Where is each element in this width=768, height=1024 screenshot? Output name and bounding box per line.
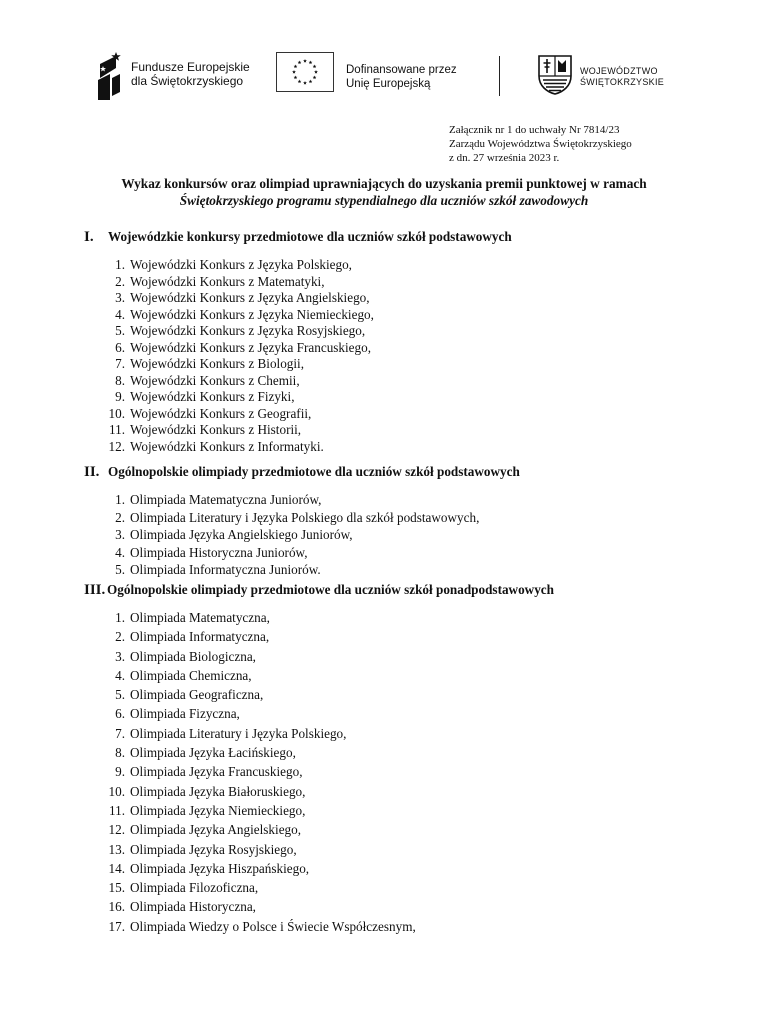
list-item-text: Olimpiada Literatury i Języka Polskiego dla szkół podstawowych, xyxy=(130,509,480,525)
list-item-number: 10. xyxy=(108,405,125,421)
list-item-number: 4. xyxy=(115,667,125,683)
list-item-text: Wojewódzki Konkurs z Fizyki, xyxy=(130,389,295,404)
section-title: Wojewódzkie konkursy przedmiotowe dla uczniów szkół podstawowych xyxy=(108,229,512,244)
list-item-text: Olimpiada Biologiczna, xyxy=(130,648,256,664)
fundusze-europejskie-label xyxy=(131,60,250,88)
list-item xyxy=(105,878,416,897)
list-item-text: Olimpiada Języka Rosyjskiego, xyxy=(130,841,297,857)
title-line-2: Świętokrzyskiego programu stypendialnego dla uczniów szkół zawodowych xyxy=(179,193,589,208)
list-item-text: Wojewódzki Konkurs z Historii, xyxy=(130,422,302,437)
eu-star xyxy=(298,80,302,84)
section-title: Ogólnopolskie olimpiady przedmiotowe dla uczniów szkół podstawowych xyxy=(108,464,520,479)
list-item-text: Olimpiada Języka Hiszpańskiego, xyxy=(130,860,310,876)
list-item xyxy=(105,356,374,373)
list-item xyxy=(105,307,374,324)
fundusze-europejskie-logo-icon xyxy=(94,50,124,102)
logo-divider xyxy=(499,56,500,96)
list-item-text: Olimpiada Matematyczna Juniorów, xyxy=(130,492,322,507)
list-item xyxy=(105,666,416,685)
list-item-text: Olimpiada Informatyczna, xyxy=(130,629,270,645)
list-item-number: 8. xyxy=(115,372,125,388)
logo-bar xyxy=(0,44,768,108)
list-item xyxy=(105,340,374,357)
list-item xyxy=(105,608,416,627)
list-item xyxy=(105,685,416,704)
list-item-text: Olimpiada Chemiczna, xyxy=(130,667,252,683)
list-item-text: Wojewódzki Konkurs z Informatyki. xyxy=(130,438,324,454)
section-heading-1 xyxy=(84,229,512,246)
list-item-text: Olimpiada Geograficzna, xyxy=(130,687,264,703)
section-numeral: I. xyxy=(84,229,94,245)
list-item-number: 1. xyxy=(115,610,125,625)
list-item xyxy=(105,274,374,291)
section-2-list xyxy=(105,491,479,579)
annex-line-1: Załącznik nr 1 do uchwały Nr 7814/23 xyxy=(449,124,620,136)
list-item xyxy=(105,762,416,781)
list-item-number: 2. xyxy=(115,509,125,525)
list-item-text: Olimpiada Języka Angielskiego, xyxy=(130,822,302,838)
list-item-text: Wojewódzki Konkurs z Matematyki, xyxy=(130,273,325,289)
eu-star xyxy=(292,70,296,74)
section-numeral: II. xyxy=(84,464,100,480)
list-item-number: 4. xyxy=(115,306,125,322)
list-item xyxy=(105,323,374,340)
section-3-list xyxy=(105,608,416,936)
list-item-text: Olimpiada Literatury i Języka Polskiego, xyxy=(130,725,347,741)
list-item-number: 15. xyxy=(108,880,125,896)
eu-star xyxy=(303,81,307,85)
list-item xyxy=(105,647,416,666)
list-item xyxy=(105,782,416,801)
list-item-number: 6. xyxy=(115,706,125,722)
list-item-text: Wojewódzki Konkurs z Języka Angielskiego, xyxy=(130,290,370,305)
region-line-1: WOJEWÓDZTWO xyxy=(580,66,658,76)
list-item-text: Olimpiada Matematyczna, xyxy=(130,610,270,625)
document-title xyxy=(0,175,768,209)
eu-star xyxy=(294,65,298,69)
list-item xyxy=(105,840,416,859)
list-item-number: 17. xyxy=(108,918,125,934)
list-item-number: 11. xyxy=(109,802,125,818)
list-item xyxy=(105,561,479,579)
list-item xyxy=(105,509,479,527)
list-item-number: 3. xyxy=(115,527,125,542)
section-heading-3 xyxy=(84,582,554,599)
eu-star xyxy=(314,70,318,74)
fe-line-2: dla Świętokrzyskiego xyxy=(131,74,244,88)
list-item xyxy=(105,724,416,743)
list-item-number: 3. xyxy=(115,290,125,305)
list-item xyxy=(105,257,374,274)
list-item xyxy=(105,801,416,820)
list-item xyxy=(105,704,416,723)
list-item-text: Wojewódzki Konkurs z Języka Niemieckiego, xyxy=(130,306,374,322)
region-line-2: ŚWIĘTOKRZYSKIE xyxy=(580,77,665,87)
list-item-text: Wojewódzki Konkurs z Języka Polskiego, xyxy=(130,257,352,272)
list-item xyxy=(105,743,416,762)
eu-star xyxy=(313,65,317,69)
eu-star xyxy=(309,80,313,84)
list-item-number: 12. xyxy=(108,822,125,838)
section-heading-2 xyxy=(84,464,520,481)
list-item-text: Olimpiada Języka Niemieckiego, xyxy=(130,802,306,818)
list-item-text: Olimpiada Fizyczna, xyxy=(130,706,240,722)
list-item xyxy=(105,491,479,509)
list-item-number: 16. xyxy=(108,899,125,915)
eu-flag-icon xyxy=(276,52,334,92)
eu-star xyxy=(313,76,317,80)
list-item xyxy=(105,389,374,406)
list-item xyxy=(105,897,416,916)
list-item-number: 12. xyxy=(108,438,125,454)
section-title: Ogólnopolskie olimpiady przedmiotowe dla uczniów szkół ponadpodstawowych xyxy=(107,582,554,597)
list-item-number: 7. xyxy=(115,725,125,741)
voivodeship-crest-icon xyxy=(537,54,573,96)
list-item-text: Wojewódzki Konkurs z Biologii, xyxy=(130,356,305,371)
list-item-text: Wojewódzki Konkurs z Języka Rosyjskiego, xyxy=(130,323,366,338)
list-item-number: 5. xyxy=(115,687,125,703)
list-item-text: Olimpiada Języka Białoruskiego, xyxy=(130,783,306,799)
list-item-text: Wojewódzki Konkurs z Języka Francuskiego, xyxy=(130,339,372,355)
list-item-text: Olimpiada Filozoficzna, xyxy=(130,880,259,896)
eu-stars-circle xyxy=(277,53,333,91)
list-item-number: 11. xyxy=(109,422,125,437)
list-item-number: 5. xyxy=(115,323,125,338)
list-item-number: 1. xyxy=(115,492,125,507)
list-item-number: 4. xyxy=(115,544,125,560)
list-item xyxy=(105,439,374,456)
list-item-number: 9. xyxy=(115,764,125,780)
fe-line-1: Fundusze Europejskie xyxy=(131,60,250,74)
list-item-text: Olimpiada Języka Angielskiego Juniorów, xyxy=(130,527,353,542)
list-item-text: Wojewódzki Konkurs z Geografii, xyxy=(130,405,312,421)
list-item-number: 2. xyxy=(115,629,125,645)
annex-line-2: Zarządu Województwa Świętokrzyskiego xyxy=(449,138,632,150)
eu-line-2: Unię Europejską xyxy=(346,78,431,90)
title-line-1: Wykaz konkursów oraz olimpiad uprawniających do uzyskania premii punktowej w ramach xyxy=(121,176,647,191)
list-item xyxy=(105,290,374,307)
list-item-number: 5. xyxy=(115,562,125,577)
list-item-text: Olimpiada Języka Francuskiego, xyxy=(130,764,303,780)
list-item-number: 7. xyxy=(115,356,125,371)
list-item xyxy=(105,820,416,839)
section-1-list xyxy=(105,257,374,455)
eu-funding-label xyxy=(346,63,457,91)
list-item-text: Olimpiada Wiedzy o Polsce i Świecie Współczesnym, xyxy=(130,918,416,934)
list-item-number: 3. xyxy=(115,648,125,664)
list-item-number: 2. xyxy=(115,273,125,289)
list-item xyxy=(105,373,374,390)
list-item-text: Olimpiada Języka Łacińskiego, xyxy=(130,745,296,761)
list-item xyxy=(105,526,479,544)
list-item-text: Olimpiada Informatyczna Juniorów. xyxy=(130,562,321,577)
list-item-text: Olimpiada Historyczna Juniorów, xyxy=(130,544,308,560)
list-item xyxy=(105,917,416,936)
list-item-text: Olimpiada Historyczna, xyxy=(130,899,256,915)
eu-star xyxy=(303,59,307,63)
list-item-number: 9. xyxy=(115,389,125,404)
list-item-number: 8. xyxy=(115,745,125,761)
list-item-number: 13. xyxy=(108,841,125,857)
eu-star xyxy=(294,76,298,80)
list-item xyxy=(105,627,416,646)
list-item-number: 1. xyxy=(115,257,125,272)
list-item-number: 6. xyxy=(115,339,125,355)
list-item xyxy=(105,544,479,562)
eu-star xyxy=(309,60,313,64)
list-item-number: 14. xyxy=(108,860,125,876)
list-item-number: 10. xyxy=(108,783,125,799)
annex-note xyxy=(449,123,632,165)
list-item xyxy=(105,859,416,878)
list-item xyxy=(105,422,374,439)
section-numeral: III. xyxy=(84,582,106,598)
eu-star xyxy=(298,60,302,64)
list-item xyxy=(105,406,374,423)
list-item-text: Wojewódzki Konkurs z Chemii, xyxy=(130,372,300,388)
annex-line-3: z dn. 27 września 2023 r. xyxy=(449,152,560,164)
voivodeship-label xyxy=(580,66,664,88)
eu-line-1: Dofinansowane przez xyxy=(346,64,457,76)
